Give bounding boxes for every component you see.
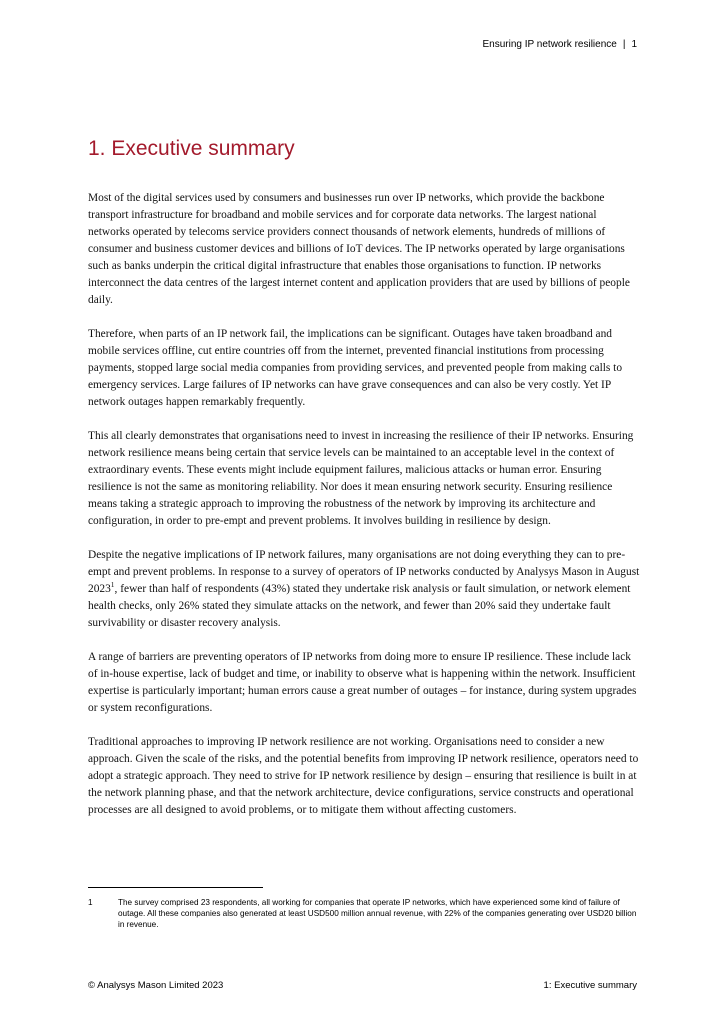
- running-header: [483, 39, 638, 50]
- paragraph: Therefore, when parts of an IP network fail, the implications can be significant. Outages have taken broadband and mobile services offline, cut entire countries off from the internet, prevented financial institutions from processing payments, stopped large social media companies from providing services, and prevented people from making calls to emergency services. Large failures of IP networks can have grave consequences and can also be very costly. Yet IP network outages happen remarkably frequently.: [88, 328, 623, 408]
- paragraph: A range of barriers are preventing operators of IP networks from doing more to ensure IP resilience. These include lack of in-house expertise, lack of budget and time, or inability to observe what is happening within the network. Insufficient expertise is particularly important; human errors cause a great number of outages – for instance, during system upgrades or system reconfigurations.: [88, 651, 637, 714]
- footnote-text: The survey comprised 23 respondents, all working for companies that operate IP networks, which have experienced some kind of failure of outage. All these companies also generated at least USD500 million annual revenue, with 22% of the companies generating over USD20 billion in revenue.: [118, 898, 637, 929]
- footnote: [88, 897, 640, 930]
- footnote-reference[interactable]: 1: [110, 580, 115, 590]
- footer-section-label: 1: Executive summary: [543, 980, 637, 991]
- paragraph: Most of the digital services used by consumers and businesses run over IP networks, which provide the backbone transport infrastructure for broadband and mobile services and for corporate data networks. The largest national networks operated by telecoms service providers connect thousands of network elements, hundreds of millions of consumer and business customer devices and billions of IoT devices. The IP networks operated by large organisations such as banks underpin the critical digital infrastructure that enables those organisations to function. IP networks interconnect the data centres of the largest internet content and application providers that are used by billions of people daily.: [88, 192, 630, 306]
- footnote-number: 1: [88, 898, 93, 907]
- footnote-divider: [88, 887, 263, 888]
- paragraph-text: , fewer than half of respondents (43%) stated they undertake risk analysis or fault simulation, or network element health checks, only 26% stated they simulate attacks on the network, and fewer than 20% said they undertake fault survivability or disaster recovery analysis.: [88, 583, 631, 629]
- footer-copyright: © Analysys Mason Limited 2023: [88, 980, 224, 991]
- paragraph: [88, 547, 640, 632]
- header-separator: |: [622, 39, 626, 50]
- header-title: Ensuring IP network resilience: [482, 39, 617, 50]
- body-text: [88, 190, 640, 836]
- paragraph: Traditional approaches to improving IP network resilience are not working. Organisations need to consider a new approach. Given the scale of the risks, and the potential benefits from improving IP network resilience, operators need to adopt a strategic approach. They need to strive for IP network resilience by design – ensuring that resilience is built in at the network planning phase, and that the network architecture, device configurations, service constructs and operational processes are all designed to avoid problems, or to mitigate them without affecting customers.: [88, 736, 639, 816]
- paragraph: This all clearly demonstrates that organisations need to invest in increasing the resilience of their IP networks. Ensuring network resilience means being certain that service levels can be maintained to an acceptable level in the context of extraordinary events. These events might include equipment failures, malicious attacks or human error. Ensuring resilience is not the same as monitoring reliability. Nor does it mean ensuring network security. Ensuring resilience means taking a strategic approach to improving the robustness of the network by improving its architecture and configuration, in order to pre-empt and prevent problems. It involves building in resilience by design.: [88, 430, 634, 527]
- header-page-number: 1: [631, 39, 637, 50]
- paragraph-text: Despite the negative implications of IP network failures, many organisations are not doing everything they can to pre-empt and prevent problems. In response to a survey of operators of IP networks conducted by Analysys Mason in August 2023: [88, 549, 640, 595]
- section-title: 1. Executive summary: [88, 137, 295, 160]
